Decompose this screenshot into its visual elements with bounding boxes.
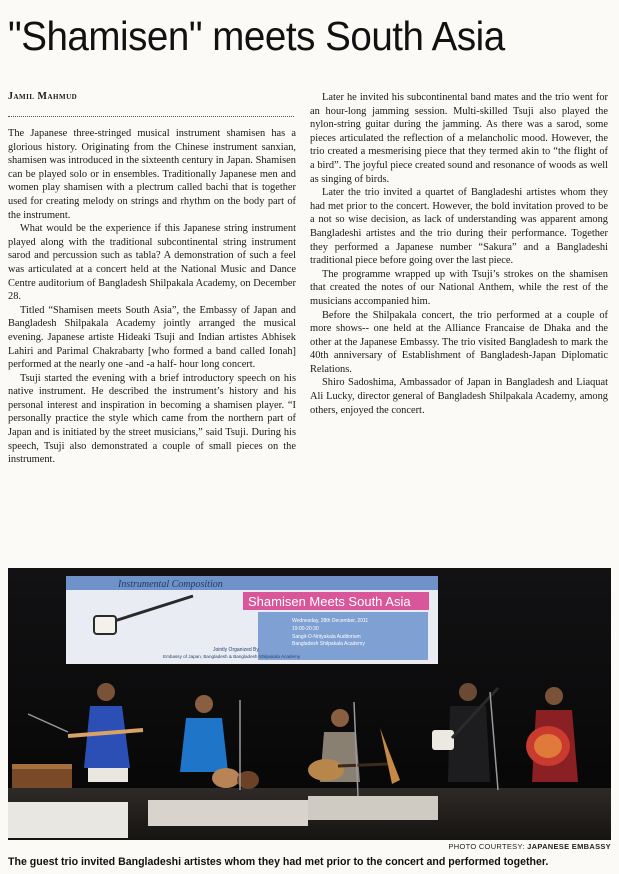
banner-venue-2: Bangladesh Shilpakala Academy <box>292 641 365 647</box>
concert-photo <box>8 568 611 840</box>
banner-top-text: Instrumental Composition <box>118 579 223 590</box>
article-column-right <box>310 91 608 417</box>
article-column-left <box>8 127 296 467</box>
banner-title: Shamisen Meets South Asia <box>248 594 411 609</box>
event-banner <box>66 576 438 664</box>
stage-riser-center <box>148 800 308 826</box>
article-headline: "Shamisen" meets South Asia <box>8 13 505 59</box>
photo-credit-label: PHOTO COURTESY: <box>448 842 525 851</box>
stage-riser-right <box>308 796 438 820</box>
photo-credit <box>8 842 611 851</box>
concert-photo-illustration <box>8 568 611 840</box>
article-paragraph: Shiro Sadoshima, Ambassador of Japan in Bangladesh and Liaquat Ali Lucky, director general of Bangladesh Shilpakala Academy, among others, enjoyed the concert. <box>310 377 608 416</box>
article-paragraph: The programme wrapped up with Tsuji’s strokes on the shamisen that created the notes of our National Anthem, while the rest of the musicians accompanied him. <box>310 268 608 307</box>
banner-venue-1: Sangit-O-Nrityakala Auditorium <box>292 634 361 640</box>
stage-riser-left <box>8 802 128 838</box>
banner-date: Wednesday, 28th December, 2011 <box>292 618 369 624</box>
article-byline: Jamil Mahmud <box>8 91 78 102</box>
banner-org-2: Embassy of Japan, Bangladesh & Bangladesh Shilpakala Academy <box>163 654 301 659</box>
article-paragraph: What would be the experience if this Japanese string instrument played along with the traditional subcontinental string instrument sarod and percussion such as tabla? A demonstration of such a feel was articulated at a concert held at the National Music and Dance Centre auditorium of Bangladesh Shilpakala Academy, on December 28. <box>8 223 296 303</box>
article-paragraph: Later he invited his subcontinental band mates and the trio went for an hour-long jamming session. Multi-skilled Tsuji also played the nylon-string guitar during the jamming. As there was a sarod, some pieces articulated the reflection of a melancholic mood. However, the trio created a mesmerising piece that they termed akin to “the flight of a bird”. The joyful piece created sound and resonance of woods as well as singing of birds. <box>310 92 608 185</box>
article-paragraph: The Japanese three-stringed musical instrument shamisen has a glorious history. Originating from the Chinese instrument sanxian, shamisen was introduced in the sixteenth century in Japan. Shamisen can be played solo or in ensembles. Traditionally Japanese men and women play shamisen with a plectrum called bachi that is together used for creating melody on strings and rhythm on the body part of the instrument. <box>8 128 296 221</box>
photo-caption: The guest trio invited Bangladeshi artistes whom they had met prior to the concert and performed together. <box>8 856 549 868</box>
article-paragraph: Titled “Shamisen meets South Asia”, the Embassy of Japan and Bangladesh Shilpakala Academy jointly arranged the musical evening. Japanese artiste Hideaki Tsuji and Indian artistes Abhisek Lahiri and Parimal Chakrabarty [who formed a band called Ionah] performed at the nearly one -and -a half- hour long concert. <box>8 304 296 371</box>
article-paragraph: Tsuji started the evening with a brief introductory speech on his native instrument. He described the instrument’s history and his personal interest and inspiration in becoming a shamisen player. “I personally practice the style which came from the northern part of Japan and is initiated by the street musicians,” said Tsuji. During his speech, Tsuji also demonstrated a couple of small pieces on the instrument. <box>8 372 296 466</box>
photo-credit-source: JAPANESE EMBASSY <box>527 842 611 851</box>
banner-time: 19:00-20:30 <box>292 626 319 632</box>
article-paragraph: Later the trio invited a quartet of Bangladeshi artistes whom they had met prior to the concert. However, the bold invitation proved to be a not so wise decision, as lack of understanding was apparent among Bangladeshi artistes and the trio during their performance. Together they performed a Japanese number “Sakura” and a Bangladeshi traditional piece before going over the last piece. <box>310 187 608 267</box>
byline-divider <box>8 116 294 117</box>
harmonium-top <box>12 764 72 769</box>
article-paragraph: Before the Shilpakala concert, the trio performed at a couple of more shows-- one held at the Alliance Francaise de Dhaka and the other at the Japanese Embassy. The trio visited Bangladesh to mark the 40th anniversary of Establishment of Bangladesh-Japan Diplomatic Relations. <box>310 309 608 375</box>
banner-org-1: Jointly Organized By <box>213 647 259 653</box>
